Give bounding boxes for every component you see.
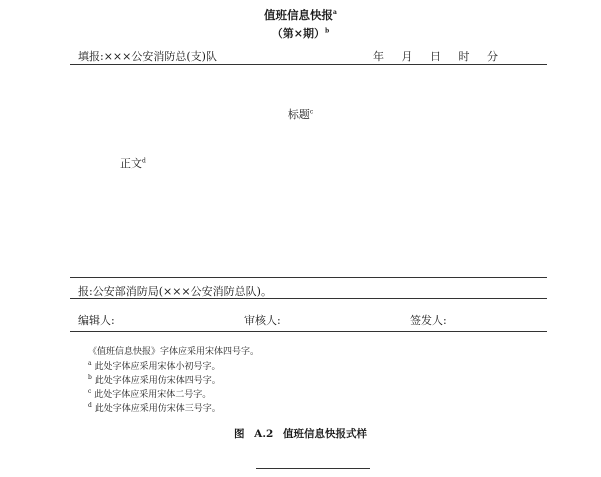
note-text: 《值班信息快报》字体应采用宋体四号字。 (88, 347, 260, 357)
note-text: 此处字体应采用仿宋体三号字。 (94, 404, 221, 414)
figure-caption: 图 A.2 值班信息快报式样 (234, 428, 367, 440)
note-item (88, 373, 221, 386)
note-item (88, 401, 221, 414)
divider-top (70, 64, 547, 65)
content-body-text: 正文 (120, 157, 142, 170)
issuer-label: 签发人: (410, 314, 447, 327)
note-item (88, 359, 220, 372)
footnote-mark-d: d (142, 157, 146, 165)
report-to-line: 报:公安部消防局(×××公安消防总队)。 (78, 285, 272, 298)
footnote-mark-a: a (333, 9, 337, 17)
footnote-mark-b: b (325, 27, 330, 35)
divider-report (70, 298, 547, 299)
issue-number-text: （第×期） (271, 27, 325, 40)
note-mark: c (88, 388, 92, 395)
reviewer-label: 审核人: (244, 314, 281, 327)
reporter-line: 填报:×××公安消防总(支)队 (78, 50, 217, 63)
note-mark: a (88, 360, 92, 367)
time-fields: 年 月 日 时 分 (373, 50, 498, 63)
content-heading-text: 标题 (287, 108, 310, 121)
content-heading (0, 106, 601, 122)
form-title (0, 7, 601, 23)
content-body (120, 155, 146, 171)
note-mark: b (88, 374, 92, 381)
note-text: 此处字体应采用宋体二号字。 (94, 390, 212, 400)
note-item (88, 387, 211, 400)
editor-label: 编辑人: (78, 314, 115, 327)
divider-body (70, 277, 547, 278)
issue-number (0, 25, 601, 41)
form-title-text: 值班信息快报 (264, 8, 334, 22)
footnote-mark-c: c (309, 108, 314, 116)
divider-sign (70, 331, 547, 332)
note-text: 此处字体应采用仿宋体四号字。 (94, 376, 221, 386)
note-item (88, 344, 259, 357)
note-text: 此处字体应采用宋体小初号字。 (94, 362, 221, 372)
footer-rule (256, 468, 370, 469)
note-mark: d (88, 402, 92, 409)
